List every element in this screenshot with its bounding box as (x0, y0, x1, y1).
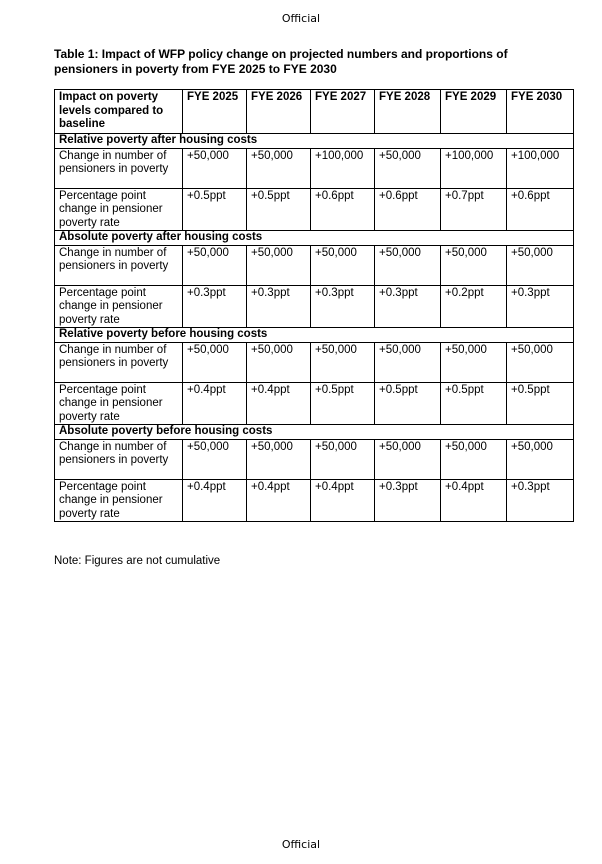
table-cell: +0.3ppt (247, 285, 311, 328)
table-row (55, 382, 574, 425)
row-label: Percentage point change in pensioner poverty rate (55, 285, 183, 328)
section-row (55, 328, 574, 343)
table-cell: +0.4ppt (441, 479, 507, 522)
table-cell: +50,000 (247, 148, 311, 188)
section-row (55, 134, 574, 149)
section-title: Absolute poverty before housing costs (55, 425, 574, 440)
year-header: FYE 2025 (183, 90, 247, 134)
table-row (55, 439, 574, 479)
row-label: Percentage point change in pensioner poverty rate (55, 479, 183, 522)
table-cell: +50,000 (247, 342, 311, 382)
row-label: Change in number of pensioners in poverty (55, 439, 183, 479)
table-cell: +0.2ppt (441, 285, 507, 328)
poverty-impact-table (54, 89, 574, 522)
table-cell: +50,000 (311, 245, 375, 285)
table-row (55, 245, 574, 285)
corner-header: Impact on poverty levels compared to baseline (55, 90, 183, 134)
table-cell: +50,000 (441, 245, 507, 285)
table-cell: +50,000 (507, 342, 574, 382)
year-header: FYE 2029 (441, 90, 507, 134)
table-cell: +50,000 (183, 148, 247, 188)
table-cell: +100,000 (311, 148, 375, 188)
table-cell: +0.4ppt (311, 479, 375, 522)
table-cell: +0.3ppt (311, 285, 375, 328)
table-cell: +50,000 (183, 245, 247, 285)
table-cell: +0.5ppt (375, 382, 441, 425)
row-label: Percentage point change in pensioner poverty rate (55, 382, 183, 425)
table-cell: +50,000 (247, 245, 311, 285)
table-cell: +100,000 (507, 148, 574, 188)
table-row (55, 342, 574, 382)
footer-marking: Official (281, 838, 321, 851)
table-cell: +0.5ppt (311, 382, 375, 425)
header-marking: Official (281, 12, 321, 25)
table-row (55, 479, 574, 522)
row-label: Change in number of pensioners in poverty (55, 245, 183, 285)
table-cell: +0.3ppt (183, 285, 247, 328)
table-cell: +0.4ppt (183, 382, 247, 425)
table-cell: +0.6ppt (311, 188, 375, 231)
table-cell: +50,000 (375, 148, 441, 188)
table-cell: +50,000 (247, 439, 311, 479)
table-cell: +50,000 (441, 342, 507, 382)
section-row (55, 231, 574, 246)
table-cell: +0.7ppt (441, 188, 507, 231)
row-label: Percentage point change in pensioner poverty rate (55, 188, 183, 231)
table-cell: +0.4ppt (183, 479, 247, 522)
table-cell: +0.6ppt (375, 188, 441, 231)
table-row (55, 188, 574, 231)
table-cell: +0.3ppt (507, 285, 574, 328)
row-label: Change in number of pensioners in poverty (55, 342, 183, 382)
table-cell: +50,000 (183, 439, 247, 479)
table-cell: +50,000 (507, 439, 574, 479)
table-cell: +50,000 (183, 342, 247, 382)
table-cell: +0.5ppt (183, 188, 247, 231)
table-cell: +0.3ppt (507, 479, 574, 522)
table-cell: +50,000 (311, 342, 375, 382)
section-title: Relative poverty before housing costs (55, 328, 574, 343)
table-cell: +0.5ppt (507, 382, 574, 425)
table-row (55, 285, 574, 328)
table-cell: +50,000 (375, 342, 441, 382)
table-cell: +50,000 (507, 245, 574, 285)
table-cell: +0.3ppt (375, 285, 441, 328)
table-cell: +50,000 (311, 439, 375, 479)
table-cell: +50,000 (375, 245, 441, 285)
table-cell: +0.5ppt (247, 188, 311, 231)
table-cell: +0.5ppt (441, 382, 507, 425)
table-cell: +0.3ppt (375, 479, 441, 522)
header-row (55, 90, 574, 134)
year-header: FYE 2030 (507, 90, 574, 134)
section-title: Relative poverty after housing costs (55, 134, 574, 149)
table-cell: +50,000 (441, 439, 507, 479)
table-row (55, 148, 574, 188)
table-note: Note: Figures are not cumulative (54, 555, 221, 567)
table-title: Table 1: Impact of WFP policy change on projected numbers and proportions of pensioners in poverty from FYE 2025 to FYE 2030 (54, 47, 508, 76)
section-title: Absolute poverty after housing costs (55, 231, 574, 246)
table-cell: +0.4ppt (247, 479, 311, 522)
table-cell: +100,000 (441, 148, 507, 188)
table-cell: +0.4ppt (247, 382, 311, 425)
year-header: FYE 2028 (375, 90, 441, 134)
table-cell: +0.6ppt (507, 188, 574, 231)
row-label: Change in number of pensioners in poverty (55, 148, 183, 188)
section-row (55, 425, 574, 440)
year-header: FYE 2027 (311, 90, 375, 134)
year-header: FYE 2026 (247, 90, 311, 134)
table-cell: +50,000 (375, 439, 441, 479)
